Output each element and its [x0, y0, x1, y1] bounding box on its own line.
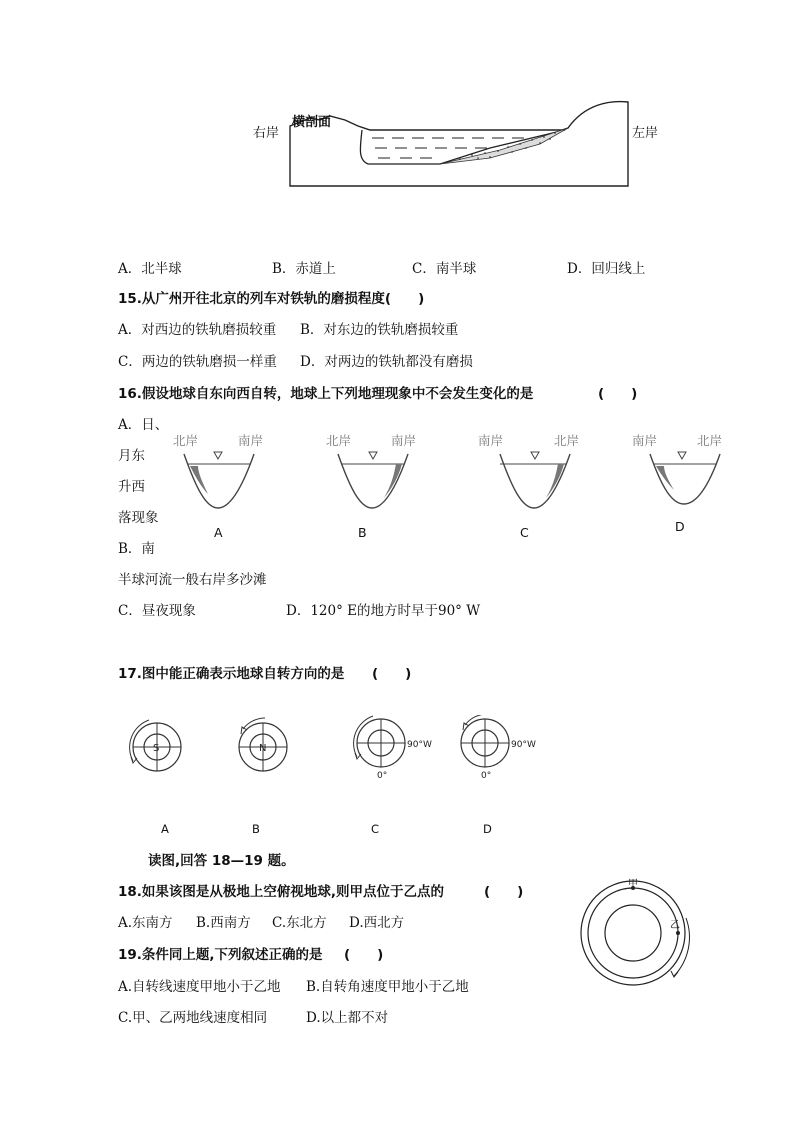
right-bank-label: 右岸	[253, 126, 280, 141]
river-channel-drawing	[170, 448, 760, 518]
q18-option-a: A.东南方	[118, 915, 173, 931]
river-b-left-bank: 北岸	[326, 433, 352, 448]
q19-option-d: D.以上都不对	[306, 1010, 389, 1026]
q16-stem: 16.假设地球自东向西自转，地球上下列地理现象中不会发生变化的是	[118, 386, 534, 402]
q16-option-a-line3: 升西	[118, 479, 145, 495]
reading-instruction: 读图,回答 18—19 题。	[148, 853, 295, 869]
river-c-left-bank: 南岸	[478, 433, 504, 448]
river-panel-a-letter: A	[214, 525, 223, 540]
rotation-diagram-b	[239, 718, 287, 771]
river-b-right-bank: 南岸	[391, 433, 417, 448]
q14-option-b: B．赤道上	[272, 261, 336, 277]
river-c-right-bank: 北岸	[554, 433, 580, 448]
river-panel-d-letter: D	[675, 519, 685, 534]
jia-point-label: 甲	[628, 879, 638, 890]
cross-section-title: 横剖面	[292, 115, 332, 130]
rotation-letter-b: B	[252, 822, 260, 836]
rotation-letter-a: A	[161, 822, 169, 836]
river-channel-b	[338, 452, 408, 508]
q17-stem: 17.图中能正确表示地球自转方向的是	[118, 666, 345, 682]
q15-option-a: A．对西边的铁轨磨损较重	[118, 322, 277, 338]
q16-option-b-line1: B．南	[118, 541, 155, 557]
river-channel-a	[184, 452, 254, 508]
river-d-left-bank: 南岸	[632, 433, 658, 448]
svg-text:S: S	[153, 743, 160, 754]
q15-option-c: C．两边的铁轨磨损一样重	[118, 354, 277, 370]
q16-option-b-line2: 半球河流一般右岸多沙滩	[118, 572, 267, 588]
rotation-figure	[125, 715, 545, 790]
river-d-right-bank: 北岸	[697, 433, 723, 448]
q19-option-b: B.自转角速度甲地小于乙地	[306, 979, 469, 995]
q18-stem: 18.如果该图是从极地上空俯视地球,则甲点位于乙点的	[118, 884, 445, 900]
q18-option-c: C.东北方	[272, 915, 327, 931]
q19-option-a: A.自转线速度甲地小于乙地	[118, 979, 281, 995]
polar-view-figure	[578, 878, 698, 988]
svg-text:N: N	[259, 743, 267, 754]
q15-option-d: D．对两边的铁轨都没有磨损	[300, 354, 473, 370]
q17-paren: ( )	[372, 666, 412, 682]
q14-option-c: C．南半球	[412, 261, 477, 277]
q16-option-a-line4: 落现象	[118, 510, 159, 526]
left-bank-label: 左岸	[632, 126, 659, 141]
q19-option-c: C.甲、乙两地线速度相同	[118, 1010, 268, 1026]
q16-option-c: C．昼夜现象	[118, 603, 196, 619]
q19-paren: ( )	[344, 947, 384, 963]
q15-option-b: B．对东边的铁轨磨损较重	[300, 322, 459, 338]
rotation-diagram-c	[354, 716, 432, 781]
rotation-letter-c: C	[371, 822, 380, 836]
q18-paren: ( )	[484, 884, 524, 900]
river-panel-b-letter: B	[358, 525, 367, 540]
yi-point-label: 乙	[670, 920, 680, 931]
q16-option-a-line1: A．日、	[118, 417, 169, 433]
rotation-diagram-a	[130, 720, 181, 771]
q18-option-b: B.西南方	[196, 915, 251, 931]
q16-paren: ( )	[598, 386, 638, 402]
svg-text:90°W: 90°W	[511, 740, 536, 750]
river-channel-c	[500, 452, 570, 508]
rotation-diagram-d	[461, 715, 536, 781]
rotation-letter-d: D	[483, 822, 492, 836]
river-a-left-bank: 北岸	[173, 433, 199, 448]
q19-stem: 19.条件同上题,下列叙述正确的是	[118, 947, 323, 963]
q14-option-a: A．北半球	[118, 261, 182, 277]
q15-stem: 15.从广州开往北京的列车对铁轨的磨损程度( )	[118, 291, 425, 307]
q14-option-d: D．回归线上	[567, 261, 646, 277]
river-a-right-bank: 南岸	[238, 433, 264, 448]
river-channel-d	[650, 452, 720, 504]
svg-text:0°: 0°	[377, 771, 388, 781]
river-panel-c-letter: C	[520, 525, 529, 540]
q16-option-d: D．120° E的地方时早于90° W	[286, 603, 481, 619]
svg-text:90°W: 90°W	[407, 740, 432, 750]
svg-text:0°: 0°	[481, 771, 492, 781]
q18-option-d: D.西北方	[349, 915, 405, 931]
q16-option-a-line2: 月东	[118, 448, 145, 464]
